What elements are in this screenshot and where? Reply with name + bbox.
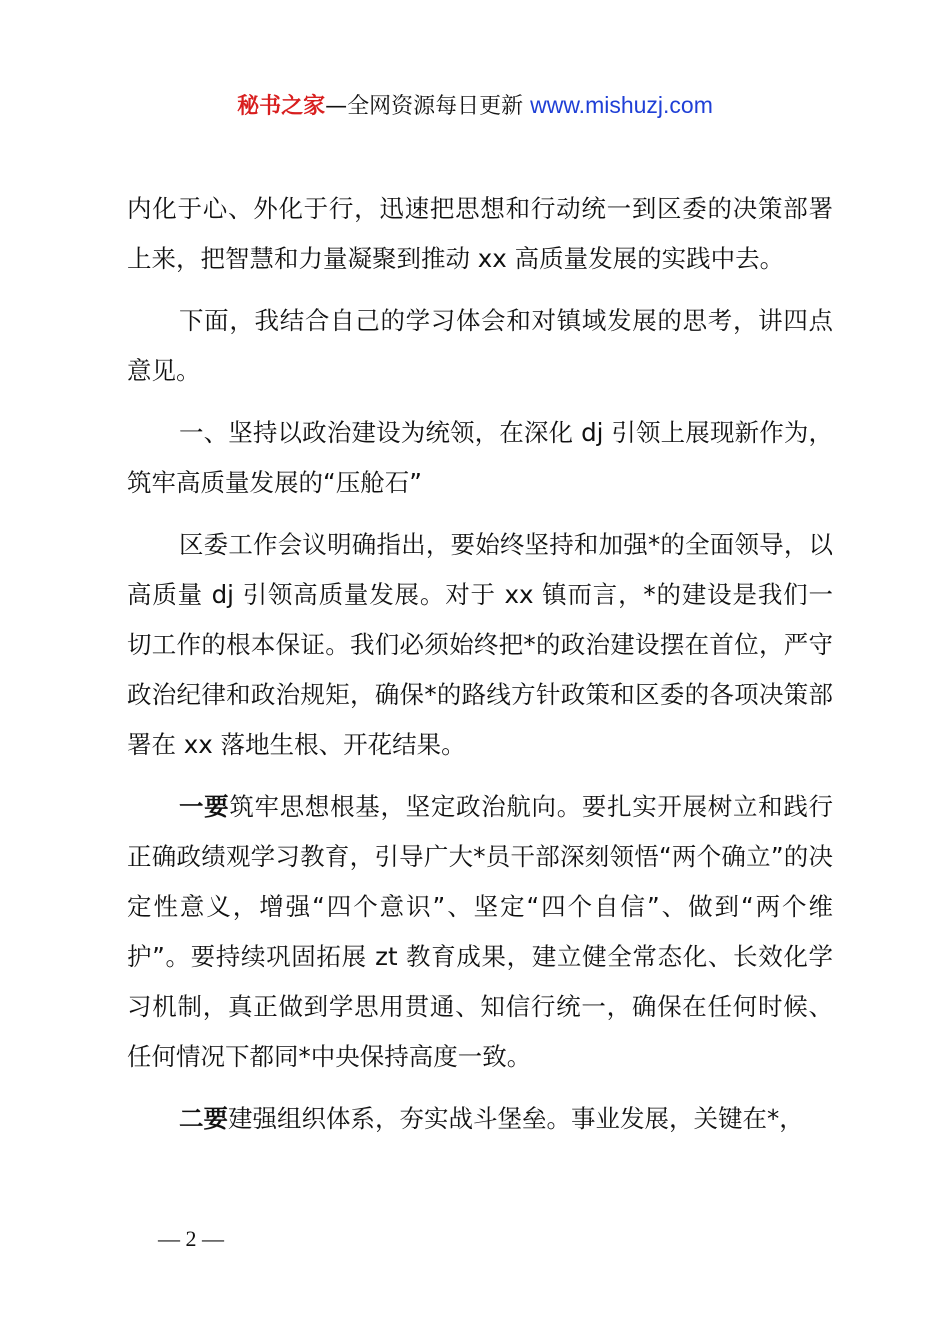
paragraph-body: 区委工作会议明确指出，要始终坚持和加强*的全面领导，以高质量 dj 引领高质量发展。对于 xx 镇而言，*的建设是我们一切工作的根本保证。我们必须始终把*的政治建设摆在首位，严守政治纪律和政治规矩，确保*的路线方针政策和区委的各项决策部署在 xx 落地生根、开花结果。 bbox=[127, 530, 834, 759]
paragraph-continuation: 内化于心、外化于行，迅速把思想和行动统一到区委的决策部署上来，把智慧和力量凝聚到推动 xx 高质量发展的实践中去。 bbox=[127, 194, 833, 273]
point-one-paragraph: 一要筑牢思想根基，坚定政治航向。要扎实开展树立和践行正确政绩观学习教育，引导广大*员干部深刻领悟“两个确立”的决定性意义，增强“四个意识”、坚定“四个自信”、做到“两个维护”。要持续巩固拓展 zt 教育成果，建立健全常态化、长效化学习机制，真正做到学思用贯通、知信行统一，确保在任何时候、任何情况下都同*中央保持高度一致。 bbox=[127, 792, 834, 1071]
point-two-paragraph: 二要建强组织体系，夯实战斗堡垒。事业发展，关键在*， bbox=[179, 1104, 804, 1133]
page-number: — 2 — bbox=[158, 1226, 224, 1251]
document-body bbox=[127, 184, 833, 1144]
header-tagline: —全网资源每日更新 bbox=[325, 94, 531, 119]
website-link[interactable]: www.mishuzj.com bbox=[530, 92, 713, 118]
point-one-lead: 一要 bbox=[179, 792, 230, 821]
section-heading-1: 一、坚持以政治建设为统领，在深化 dj 引领上展现新作为，筑牢高质量发展的“压舱石” bbox=[127, 418, 833, 497]
brand-name: 秘书之家 bbox=[237, 94, 326, 119]
document-header bbox=[0, 88, 950, 124]
paragraph-intro: 下面，我结合自己的学习体会和对镇域发展的思考，讲四点意见。 bbox=[127, 306, 833, 385]
point-two-lead: 二要 bbox=[179, 1104, 228, 1133]
